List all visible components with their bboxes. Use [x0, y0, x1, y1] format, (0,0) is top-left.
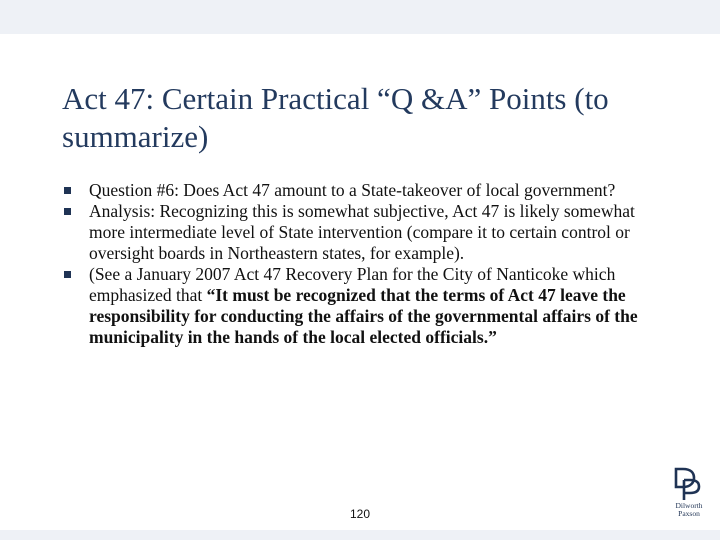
bullet-text: Analysis: Recognizing this is somewhat subjective, Act 47 is likely somewhat more intermediate level of State intervention (compare it to certain control or oversight boards in Northeastern states, for example).	[89, 201, 635, 263]
logo-text	[664, 502, 714, 518]
bullet-list	[62, 180, 662, 348]
bottom-band	[0, 530, 720, 540]
bullet-item	[62, 180, 662, 201]
bullet-item	[62, 264, 662, 348]
square-bullet-icon	[64, 208, 71, 215]
logo-line-1: Dilworth	[675, 501, 703, 510]
square-bullet-icon	[64, 271, 71, 278]
firm-logo	[664, 466, 714, 520]
slide-title: Act 47: Certain Practical “Q &A” Points (to summarize)	[62, 81, 609, 154]
logo-line-2: Paxson	[678, 509, 700, 518]
bullet-quote: “It must be recognized that the terms of Act 47 leave the responsibility for conducting the affairs of the governmental affairs of the municipality in the hands of the local elected officials.”	[89, 285, 638, 347]
bullet-text: (See a January 2007 Act 47 Recovery Plan for the City of Nanticoke which emphasized that	[89, 264, 616, 305]
dp-monogram-icon	[672, 466, 702, 502]
bullet-item	[62, 201, 662, 264]
bullet-text: Question #6: Does Act 47 amount to a State-takeover of local government?	[89, 180, 616, 200]
square-bullet-icon	[64, 187, 71, 194]
page-number: 120	[349, 507, 371, 521]
top-band	[0, 0, 720, 34]
